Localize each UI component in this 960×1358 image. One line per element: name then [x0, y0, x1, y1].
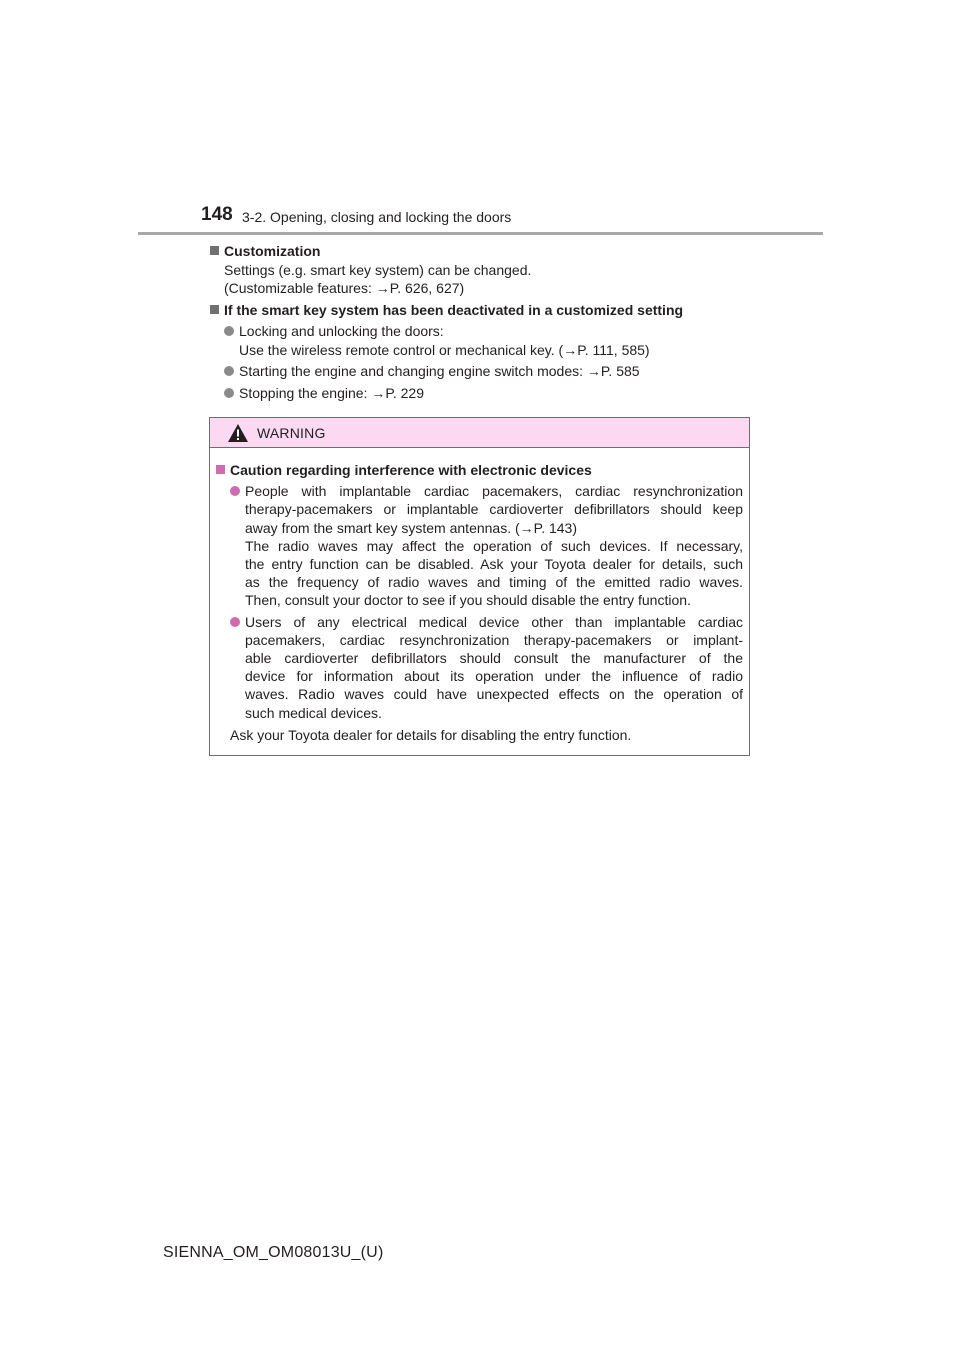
- warning-item-2: [216, 613, 743, 722]
- circle-bullet-icon: [224, 388, 234, 398]
- list-item-line: Locking and unlocking the doors:: [239, 323, 444, 339]
- customization-body: [210, 261, 755, 298]
- square-bullet-icon: [210, 246, 219, 255]
- circle-bullet-icon: [224, 366, 234, 376]
- warning-item-1: [216, 482, 743, 609]
- paragraph-line: the entry function can be disabled. Ask your Toyota dealer for details, such: [245, 556, 743, 573]
- main-content: [210, 242, 755, 402]
- square-bullet-icon: [216, 465, 225, 474]
- paragraph-line: pacemakers, cardiac resynchronization therapy-pacemakers or implant-: [245, 631, 743, 648]
- list-item-line: Starting the engine and changing engine switch modes: →P. 585: [239, 363, 640, 379]
- paragraph-line: Then, consult your doctor to see if you should disable the entry function.: [245, 592, 691, 609]
- page-number: 148: [201, 204, 233, 225]
- paragraph-line: therapy-pacemakers or implantable cardioverter defibrillators should keep: [245, 501, 743, 518]
- customization-line-2: (Customizable features: →P. 626, 627): [224, 280, 465, 296]
- footer-document-code: SIENNA_OM_OM08013U_(U): [163, 1244, 384, 1261]
- header-rule: [138, 232, 823, 235]
- warning-box: [209, 417, 750, 756]
- warning-label: WARNING: [257, 425, 326, 441]
- list-item: [210, 362, 755, 381]
- list-item-line: Stopping the engine: →P. 229: [239, 384, 425, 401]
- paragraph-line: waves. Radio waves could have unexpected effects on the operation of: [245, 686, 743, 703]
- section-title: 3-2. Opening, closing and locking the doors: [242, 209, 512, 225]
- paragraph-line: Users of any electrical medical device other than implantable cardiac: [245, 613, 743, 630]
- square-bullet-icon: [210, 305, 219, 314]
- warning-heading-text: Caution regarding interference with electronic devices: [230, 462, 592, 478]
- warning-closing: Ask your Toyota dealer for details for disabling the entry function.: [230, 726, 632, 743]
- warning-header: [210, 418, 749, 448]
- customization-heading-text: Customization: [224, 243, 321, 259]
- deactivated-heading: [210, 301, 755, 320]
- warning-body: [210, 448, 749, 744]
- deactivated-heading-text: If the smart key system has been deactivated in a customized setting: [224, 301, 684, 318]
- paragraph-line: device for information about its operation under the influence of radio: [245, 668, 743, 685]
- paragraph-line: The radio waves may affect the operation of such devices. If necessary,: [245, 537, 743, 554]
- circle-bullet-icon: [230, 486, 240, 496]
- paragraph-line: as the frequency of radio waves and timing of the emitted radio waves.: [245, 574, 743, 591]
- warning-triangle-icon: [227, 423, 249, 443]
- paragraph-line: such medical devices.: [245, 704, 382, 721]
- warning-heading: [216, 461, 743, 479]
- customization-line-1: Settings (e.g. smart key system) can be changed.: [224, 261, 532, 278]
- list-item: [210, 384, 755, 403]
- paragraph-line: People with implantable cardiac pacemakers, cardiac resynchronization: [245, 483, 743, 500]
- circle-bullet-icon: [224, 326, 234, 336]
- list-item-line: Use the wireless remote control or mechanical key. (→P. 111, 585): [239, 341, 650, 358]
- paragraph-line: away from the smart key system antennas. (→P. 143): [245, 519, 577, 536]
- customization-heading: [210, 242, 755, 261]
- paragraph-line: able cardioverter defibrillators should consult the manufacturer of the: [245, 650, 743, 667]
- circle-bullet-icon: [230, 617, 240, 627]
- list-item: [210, 322, 755, 359]
